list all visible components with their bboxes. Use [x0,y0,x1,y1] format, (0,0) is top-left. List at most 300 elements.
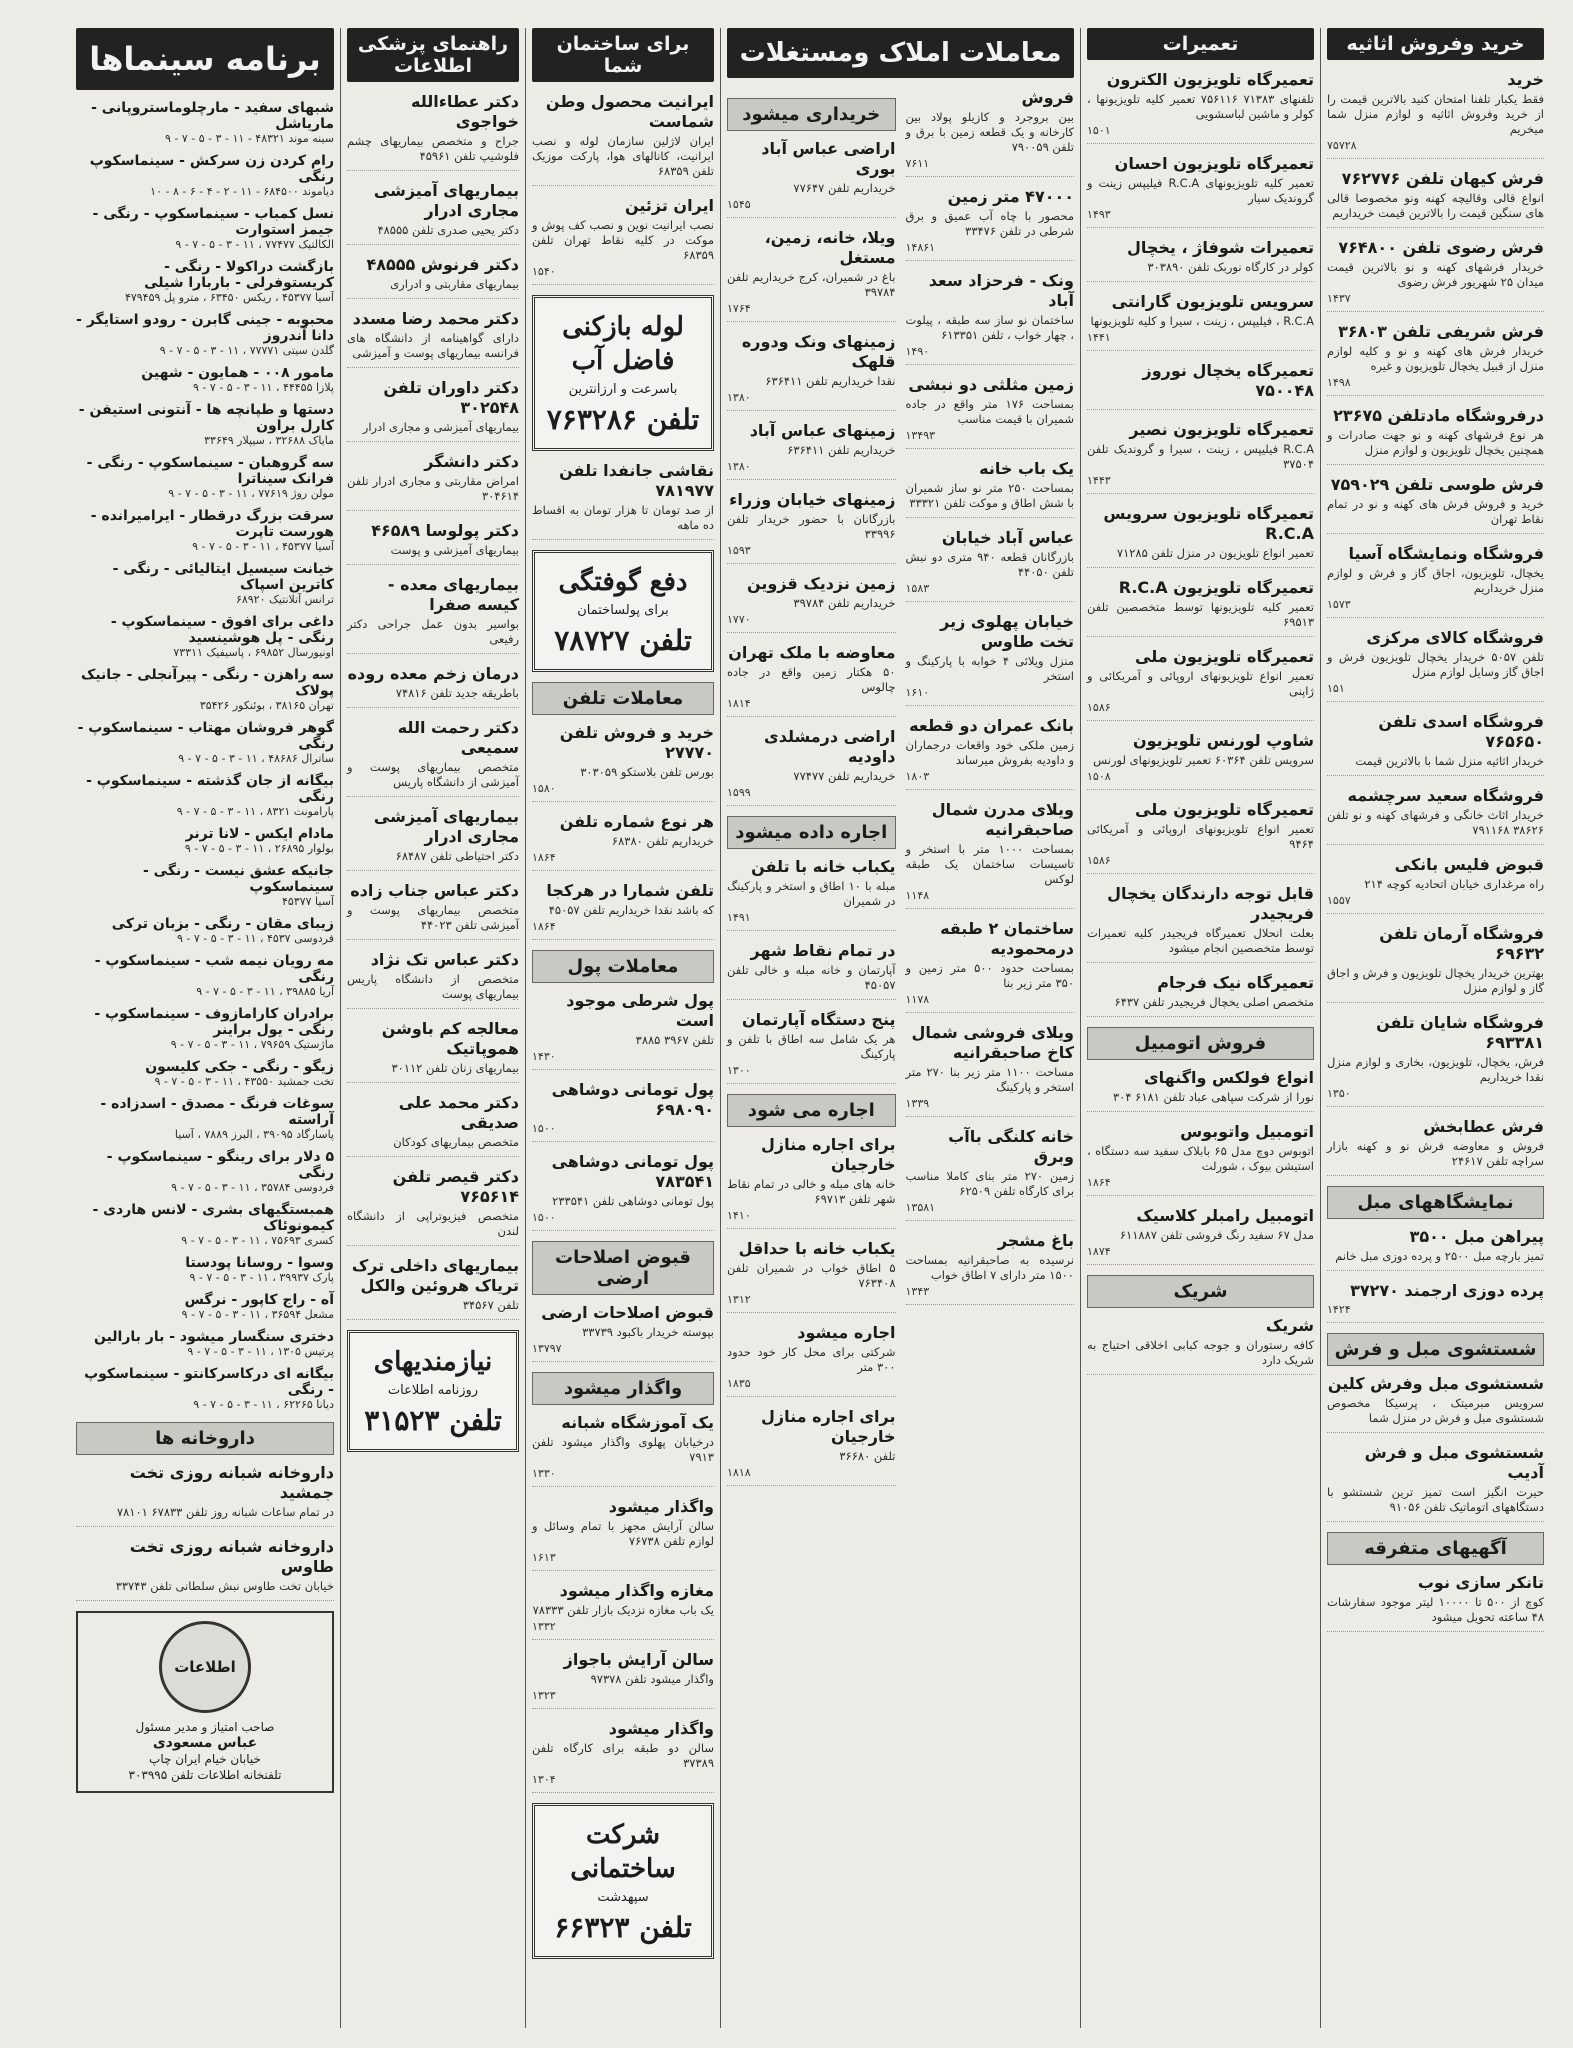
ad-body: انواع قالی وقالیچه کهنه ونو مخصوصا قالی های سنگین قیمت را بالاترین قیمت خریداریم [1327,191,1544,220]
section-header-buying: خریداری میشود [727,98,896,131]
film-title: مامور ۰۰۸ - همایون - شهین [141,365,334,381]
film-title: ۵ دلار برای رینگو - سینماسکوپ - رنگی [106,1149,334,1181]
film-title: آه - راج کاپور - نرگس [184,1292,334,1308]
film-title: خیانت سیسیل ایتالیائی - رنگی - کاترین اسپاک [112,561,334,593]
film-showtimes: آسیا ۴۵۳۷۷ ، ریکس ۶۳۴۵۰ ، مترو پل ۴۷۹۴۵۹ [124,291,334,304]
classified-ad [1087,800,1314,874]
ad-title: بیماریهای داخلی ترک تریاک هروئین والکل [351,1256,519,1295]
classified-ad [347,881,519,940]
classified-ad [1327,628,1544,702]
ad-reference-number: ۱۵۹۹ [727,786,751,799]
ad-reference-number: ۱۵۹۳ [727,544,751,557]
ad-reference-number: ۱۳۳۹ [905,1097,930,1110]
film-showtimes: پاسارگاد ۳۹۰۹۵ ، البرز ۷۸۸۹ ، آسیا [174,1128,334,1141]
ad-title: ونک - فرحزاد سعد آباد [928,271,1074,310]
ad-reference-number: ۱۸۶۴ [1087,1176,1111,1189]
ad-reference-number: ۱۶۱۰ [905,686,930,699]
section-header-pharmacies: داروخانه ها [76,1422,334,1455]
section-header-car-sales: فروش اتومبیل [1087,1027,1314,1060]
ad-body: فروش و معاوضه فرش نو و کهنه بازار سراچه تلفن ۲۴۶۱۷ [1327,1139,1544,1168]
classified-ad [347,1093,519,1157]
film-title: زیبای مقان - رنگی - بزبان ترکی [111,916,334,932]
ad-reference-number: ۱۴۲۴ [1327,1303,1351,1316]
ad-body: در تمام ساعات شبانه روز تلفن ۶۷۸۳۳ ۷۸۱۰۱ [116,1505,334,1519]
ad-body: بیماریهای مقاربتی و ادراری [390,277,519,291]
column-cinemas [70,28,340,2028]
ad-body: امراض مقاربتی و مجاری ادرار تلفن ۳۰۴۶۱۴ [347,474,519,503]
ad-title: تعمیرگاه تلویزیون ملی [1135,647,1314,666]
ad-body: تعمیر انواع تلویزیونهای اروپائی و آمریکائی و ژاپنی [1087,669,1314,698]
ad-body: R.C.A فیلیپس ، زینت ، سیرا و گروندیک تلفن ۳۷۵۰۴ [1087,442,1314,471]
land-reform-ads [532,1303,714,1362]
ad-reference-number: ۱۴۹۱ [727,911,751,924]
ad-title: تعمیرات شوفاژ ، یخچال [1126,238,1314,257]
section-header-cinemas: برنامه سینماها [76,28,334,90]
painting-ads [532,461,714,540]
ad-body: بیماریهای آمیزشی و پوست [390,543,519,557]
classified-ad [347,1256,519,1320]
real-estate-rent-wanted-ads [727,1135,896,1486]
ad-reference-number: ۱۵۸۶ [1087,701,1111,714]
ad-title: دکتر پولوسا ۴۶۵۸۹ [371,521,519,540]
ad-reference-number: ۱۳۵۰ [1327,1087,1351,1100]
ad-body: متخصص از دانشگاه پاریس بیماریهای پوست [347,972,519,1001]
ad-body: متخصص بیماریهای کودکان [393,1135,519,1149]
cinema-listings [76,100,334,1412]
classified-ad [906,459,1075,518]
ad-title: سالن آرایش باجواز [563,1650,714,1669]
ad-reference-number: ۱۱۴۸ [905,889,930,902]
ad-title: سرویس تلویزیون گارانتی [1111,292,1314,311]
ad-body: فرش، یخچال، تلویزیون، بخاری و لوازم منزل نقدا خریداریم [1327,1055,1544,1084]
ad-title: دکتر عباس جناب زاده [350,881,519,900]
ad-title: پنج دستگاه آپارتمان [741,1010,896,1029]
ad-body: راه مرغداری خیابان اتحادیه کوچه ۲۱۴ [1364,877,1544,891]
classified-ad [906,88,1075,177]
film-title: وسوا - روسانا پودستا [185,1255,334,1271]
ad-title: دکتر فرنوش ۴۸۵۵۵ [366,255,519,274]
classified-ad [727,228,896,322]
ad-title: شاوپ لورنس تلویزیون [1132,731,1314,750]
ad-body: واگذار میشود تلفن ۹۷۳۷۸ [590,1672,714,1686]
ad-body: آپارتمان و خانه مبله و خالی تلفن ۴۵۰۵۷ [727,963,896,992]
ad-reference-number: ۱۵۵۷ [1327,894,1351,907]
classified-ad [727,1239,896,1313]
ad-title: خیابان پهلوی زیر تخت طاوس [940,612,1074,651]
money-trade-ads [532,991,714,1231]
cinema-listing [76,561,334,607]
classified-ad [906,919,1075,1013]
ad-body: خریداریم تلفن ۷۷۶۴۷ [793,181,896,195]
column-used-goods [1320,28,1550,2028]
real-estate-rent-out-ads [727,857,896,1084]
classified-ad [347,1167,519,1246]
ad-body: متخصص فیزیوتراپی از دانشگاه لندن [347,1209,519,1238]
ad-title: پول شرطی موجود است [566,991,714,1030]
ad-body: بواسیر بدون عمل جراحی دکتر رفیعی [347,617,519,646]
misc-ads [1327,1573,1544,1632]
classified-ad [347,575,519,654]
film-showtimes: فردوسی ۳۵۷۸۴ ، ۱۱ - ۳ - ۵ - ۷ - ۹ [171,1181,334,1194]
ad-body: حیرت انگیز است تمیز ترین شستشو با دستگاههای اتوماتیک تلفن ۹۱۰۵۶ [1327,1485,1544,1514]
ad-body: خریدار فرش های کهنه و نو و کلیه لوازم منزل از قبیل یخچال تلویزیون و غیره [1327,344,1544,373]
film-showtimes: آسیا ۴۵۳۷۷ ، ۱۱ - ۳ - ۵ - ۷ - ۹ [192,540,334,553]
classified-ad [347,309,519,368]
column-medical [340,28,525,2028]
ad-title: قبوض اصلاحات ارضی [541,1303,714,1322]
ad-body: تعمیر انواع تلویزیون در منزل تلفن ۷۱۲۸۵ [1116,546,1314,560]
ad-body: بمساحت حدود ۵۰۰ متر زمین و ۳۵۰ متر زیر بنا [905,961,1074,990]
cinema-listing [76,916,334,946]
classified-ad [347,950,519,1009]
ad-title: در تمام نقاط شهر [750,941,896,960]
ad-body: بیماریهای آمیزشی و مجاری ادرار [362,420,519,434]
classified-ad [347,718,519,797]
classified-ad [906,271,1075,365]
classified-ad [727,1323,896,1397]
ad-title: تعمیرگاه تلویزیون R.C.A [1118,578,1314,597]
classified-ad [1327,1281,1544,1323]
partner-ads [1087,1316,1314,1375]
classified-ad [906,1127,1075,1221]
film-showtimes: پارک ۳۹۹۳۷ ، ۱۱ - ۳ - ۵ - ۷ - ۹ [189,1271,334,1284]
ad-body: سالن آرایش مجهز با تمام وسائل و لوازم تلفن ۷۶۷۳۸ [532,1519,714,1548]
ad-body: زمین ملکی خود واقعات درجماران و داودیه بفروش میرساند [905,738,1074,767]
ad-reference-number: ۱۳۵۸۱ [905,1201,936,1214]
real-estate-sale-ads [906,88,1075,1305]
classified-ad [906,375,1075,449]
film-title: برادران کارامازوف - سینماسکوپ - رنگی - یول براینر [94,1006,334,1038]
classified-ad [727,1010,896,1084]
ad-reference-number: ۱۸۳۵ [727,1377,751,1390]
ad-reference-number: ۱۳۴۳ [905,1285,930,1298]
ad-body: ساختمان نو ساز سه طبقه ، پیلوت ، چهار خواب ، تلفن ۶۱۳۳۵۱ [905,313,1074,342]
ad-title: فروشگاه ونمایشگاه آسیا [1348,544,1544,563]
ad-title: نقاشی جانفدا تلفن ۷۸۱۹۷۷ [559,461,714,500]
ad-reference-number: ۱۳۳۲ [532,1620,556,1633]
film-title: مه رویان نیمه شب - سینماسکوپ - رنگی [94,953,334,985]
ad-body: خانه های مبله و خالی در تمام نقاط شهر تلفن ۶۹۷۱۳ [727,1177,896,1206]
ad-title: فروش [1021,88,1074,107]
ad-title: باغ مشجر [997,1231,1074,1250]
cinema-listing [76,100,334,146]
ad-body: یک باب مغازه نزدیک بازار تلفن ۷۸۳۳۳ [532,1603,714,1617]
film-showtimes: اونیورسال ۶۹۸۵۲ ، پاسیفیک ۷۳۳۱۱ [173,646,334,659]
classified-ad [76,1463,334,1527]
classified-ad [727,1135,896,1229]
column-repairs [1080,28,1320,2028]
classified-ad [906,612,1075,706]
classified-ad [906,800,1075,909]
ad-body: دارای گواهینامه از دانشگاه های فرانسه بیماریهای پوست و آمیزشی [347,331,519,360]
ad-title: واگذار میشود [608,1719,714,1738]
classified-ad [727,727,896,806]
ad-body: مدل ۶۷ سفید رنگ فروشی تلفن ۶۱۱۸۸۷ [1119,1228,1314,1242]
ad-title: مغازه واگذار میشود [559,1581,714,1600]
section-header-medical: راهنمای پزشکی اطلاعات [347,28,519,82]
film-title: گوهر فروشان مهتاب - سینماسکوپ - رنگی [77,720,334,752]
transfer-ads [532,1413,714,1793]
classified-ad [1087,420,1314,494]
classified-ad [1087,578,1314,637]
ad-body: باطریقه جدید تلفن ۷۴۸۱۶ [395,686,519,700]
boxed-ad-drain-cleaning: لوله بازکنی فاضل آب باسرعت و ارزانترین تلفن ۷۶۳۲۸۶ [532,295,714,451]
ad-body: خریدار فرشهای کهنه و نو بالاترین قیمت میدان ۲۵ شهریور فرش رضوی [1327,260,1544,289]
ad-title: فروشگاه شایان تلفن ۶۹۳۳۸۱ [1376,1013,1544,1052]
classified-ad [532,1413,714,1487]
classified-ad [1087,1206,1314,1265]
ad-body: خریداریم تلفن ۷۷۴۷۷ [793,769,896,783]
ad-reference-number: ۱۴۹۳ [1087,208,1111,221]
ad-title: تعمیرگاه تلویزیون سرویس R.C.A [1103,504,1314,543]
classified-ad [727,332,896,411]
film-title: بیگانه از جان گذشته - سینماسکوپ - رنگی [86,773,334,805]
ad-title: ویلا، خانه، زمین، مستغل [764,228,896,267]
real-estate-buy-ads [727,139,896,806]
section-header-for-rent: اجاره داده میشود [727,816,896,849]
ad-title: زمینهای خیابان وزراء [729,490,896,509]
ad-title: تعمیرگاه تلویزیون الکترون [1106,70,1314,89]
ad-reference-number: ۱۸۰۳ [905,770,930,783]
classified-ad [1087,292,1314,351]
film-title: محبوبه - جینی گابرن - رودو استایگر - دانا آندروز [76,312,334,344]
classified-ad [1327,1374,1544,1433]
ad-reference-number: ۱۱۷۸ [905,993,930,1006]
real-estate-subcolumn-right [906,88,1075,1496]
classified-ad [532,1152,714,1231]
ad-reference-number: ۱۳۸۰ [727,391,751,404]
classified-ad [532,723,714,802]
cinema-listing [76,206,334,252]
ad-title: درمان زخم معده روده [347,664,519,683]
section-header-wanted-rent: اجاره می شود [727,1094,896,1127]
ad-body: هر نوع فرشهای کهنه و نو جهت صادرات و همچنین یخچال تلویزیون و لوازم منزل [1327,428,1544,457]
cinema-listing [76,720,334,766]
column-real-estate [720,28,1080,2028]
ad-body: جراح و متخصص بیماریهای چشم فلوشیپ تلفن ۴۵۹۶۱ [347,134,519,163]
ad-body: نورا از شرکت سپاهی عباد تلفن ۶۱۸۱ ۳۰۴ [1112,1090,1314,1104]
ad-body: خریداریم تلفن ۶۳۶۴۱۱ [787,443,896,457]
film-title: دستها و طپانچه ها - آنتونی استیفن - کارل براون [78,402,334,434]
ad-reference-number: ۱۳۱۲ [727,1293,751,1306]
ad-title: معاوضه با ملک تهران [728,643,896,662]
classified-ad [727,421,896,480]
ad-body: متخصص اصلی یخچال فریجیدر تلفن ۶۴۳۷ [1114,995,1314,1009]
classified-ad [347,452,519,511]
ad-title: خرید [1507,70,1544,89]
ad-body: کافه رستوران و جوجه کبابی اخلاقی احتیاج به شریک دارد [1087,1338,1314,1367]
phone-trade-ads [532,723,714,940]
ad-title: زمینهای عباس آباد [749,421,896,440]
film-title: داغی برای افوق - سینماسکوپ - رنگی - پل هوشینسید [110,614,334,646]
section-header-transfer: واگذار میشود [532,1372,714,1405]
ad-title: فرش شریفی تلفن ۳۶۸۰۳ [1338,322,1544,341]
film-showtimes: ترانس آتلانتیک ۶۸۹۲۰ [235,593,334,606]
ad-title: فرش عطابخش [1423,1117,1544,1136]
ad-title: خانه کلنگی باآب وبرق [948,1127,1074,1166]
classified-ad [532,1719,714,1793]
cinema-listing [76,402,334,448]
classified-ad [1087,884,1314,963]
ad-body: بین بروجرد و کازیلو پولاد بین کارخانه و یک قطعه زمین با برق و تلفن ۷۹۰۰۵۹ [905,110,1074,154]
film-showtimes: ساترال ۴۸۶۸۶ ، ۱۱ - ۳ - ۵ - ۷ - ۹ [178,752,334,765]
film-showtimes: تخت جمشید ۴۳۵۵۰ ، ۱۱ - ۳ - ۵ - ۷ - ۹ [154,1075,334,1088]
cinema-listing [76,1006,334,1052]
section-header-furniture-exhibits: نمایشگاههای مبل [1327,1186,1544,1219]
classified-ad [532,1650,714,1709]
ad-body: پول تومانی دوشاهی تلفن ۲۳۳۵۴۱ [552,1194,714,1208]
cinema-listing [76,614,334,660]
ad-body: بپوسته خریدار باکبود ۳۳۷۳۹ [582,1325,714,1339]
ad-title: دکتر رحمت الله سمیعی [397,718,519,757]
ad-title: ایران تزئین [624,196,714,215]
classified-ad [1327,786,1544,845]
ad-title: اراضی عباس آباد بوری [761,139,896,178]
repair-ads [1087,70,1314,1017]
ad-title: زمین مثلثی دو نبشی [908,375,1074,394]
ad-title: اراضی درمشلدی داودیه [764,727,896,766]
classified-ad [532,1303,714,1362]
ad-body: تلفن ۳۴۵۶۷ [462,1298,519,1312]
ad-reference-number: ۱۴۹۸ [1327,376,1351,389]
ad-reference-number: ۱۴۳۷ [1327,292,1351,305]
classified-ad [532,1581,714,1640]
ad-body: درخیابان پهلوی واگذار میشود تلفن ۷۹۱۳ [532,1435,714,1464]
ad-body: یخچال، تلویزیون، اجاق گاز و فرش و لوازم منزل خریداریم [1327,566,1544,595]
classified-ad [1087,504,1314,568]
classified-ad [727,1407,896,1486]
classified-ad [76,1537,334,1601]
ad-reference-number: ۱۶۱۳ [532,1551,556,1564]
ad-body: هر یک شامل سه اطاق با تلفن و پارکینگ [727,1032,896,1061]
ad-body: ایران لاژلین سازمان لوله و نصب ایرانیت، کانالهای هوا، پارکت موزیک تلفن ۶۸۳۵۹ [532,134,714,178]
classified-ad [1327,1573,1544,1632]
film-title: بازگشت دراکولا - رنگی - کریستوفرلی - باربارا شیلی [144,259,334,291]
classified-ad [1327,238,1544,312]
ad-body: سرویس مبرمیتک ، پرسیکا مخصوص شستشوی مبل و فرش در منزل شما [1327,1396,1544,1425]
ad-title: ساختمان ۲ طبقه درمحمودیه [940,919,1074,958]
ad-title: تانکر سازی نوب [1417,1573,1544,1592]
ad-body: تعمیر انواع تلویزیونهای اروپائی و آمریکائی ۹۴۶۴ [1087,822,1314,851]
ad-body: ۵۰ هکتار زمین واقع در جاده چالوس [727,665,896,694]
section-header-repairs: تعمیرات [1087,28,1314,60]
cinema-listing [76,863,334,909]
ad-title: تعمیرگاه یخچال نوروز ۷۵۰۰۴۸ [1142,361,1314,400]
building-ads [532,92,714,285]
ad-title: شستشوی مبل وفرش کلین [1327,1374,1544,1393]
cinema-listing [76,1292,334,1322]
ad-body: R.C.A ، فیلیپس ، زینت ، سیرا و کلیه تلویزیونها [1090,314,1314,328]
classified-ad [1327,406,1544,465]
ad-title: واگذار میشود [608,1497,714,1516]
classified-ad [347,1019,519,1083]
ad-body: فقط یکبار تلفنا امتحان کنید بالاترین قیمت را از خرید وفروش اثاثیه و لوازم منزل شما میخریم [1327,92,1544,136]
classified-ad [1327,855,1544,914]
classified-ad [347,92,519,171]
section-header-misc: آگهیهای متفرقه [1327,1532,1544,1565]
ad-title: بانک عمران دو قطعه [909,716,1074,735]
ad-title: پول تومانی دوشاهی ۶۹۸۰۹۰ [551,1080,714,1119]
ad-body: شرکتی برای محل کار خود حدود ۳۰۰ متر [727,1345,896,1374]
newspaper-classifieds-page [70,28,1550,2028]
film-title: همبستگیهای بشری - لانس هاردی - کیمونوئاک [92,1202,334,1234]
ad-body: که باشد نقدا خریداریم تلفن ۴۵۰۵۷ [548,903,714,917]
classified-ad [347,378,519,442]
film-showtimes: گلدن سیتی ۷۷۷۷۱ ، ۱۱ - ۳ - ۵ - ۷ - ۹ [159,344,334,357]
ad-title: عباس آباد خیابان [941,528,1074,547]
ad-reference-number: ۱۸۶۴ [532,920,556,933]
ad-reference-number: ۱۴۴۳ [1087,474,1111,487]
classified-ad [532,196,714,285]
ad-title: درفروشگاه مادتلفن ۲۳۶۷۵ [1333,406,1544,425]
ad-body: تلفن ۳۹۶۷ ۳۸۸۵ [635,1033,714,1047]
ad-body: باغ در شمیران، کرج خریداریم تلفن ۳۹۷۸۴ [727,270,896,299]
ad-title: داروخانه شبانه روزی تخت جمشید [129,1463,334,1502]
ad-reference-number: ۱۸۶۴ [532,851,556,864]
ad-body: سالن دو طبقه برای کارگاه تلفن ۳۷۳۸۹ [532,1741,714,1770]
ad-reference-number: ۱۴۳۰ [532,1050,556,1063]
classified-ad [1327,475,1544,534]
classified-ad [532,881,714,940]
classified-ad [1327,70,1544,159]
film-showtimes: تهران ۳۸۱۶۵ ، بوئنکور ۳۵۴۲۶ [199,699,334,712]
section-header-phone-trades: معاملات تلفن [532,682,714,715]
cinema-listing [76,1202,334,1248]
ad-reference-number: ۱۴۴۱ [1087,331,1111,344]
classified-ad [532,1080,714,1142]
ad-title: فروشگاه آرمان تلفن ۶۹۶۳۲ [1379,924,1544,963]
film-title: نسل کمباب - سینماسکوپ - رنگی - جیمز استوارت [92,206,334,238]
ad-reference-number: ۱۵۴۰ [532,265,556,278]
ad-body: بازرگانان قطعه ۹۴۰ متری دو نبش تلفن ۴۴۰۵۰ [905,550,1074,579]
ad-body: سرویس تلفن ۶۰۳۶۴ تعمیر تلویزیونهای لورنس [1093,753,1314,767]
ad-reference-number: ۱۵۷۳ [1327,598,1351,611]
ad-title: هر نوع شماره تلفن [559,812,714,831]
ad-reference-number: ۱۳۳۰ [532,1467,556,1480]
ad-body: خریدار اثاث خانگی و فرشهای کهنه و نو تلفن ۳۸۶۲۶ ۷۹۱۱۶۸ [1327,808,1544,837]
classified-ad [532,92,714,186]
ettelaat-seal-icon: اطلاعات [159,1621,251,1713]
ad-body: دکتر یحیی صدری تلفن ۴۸۵۵۵ [377,223,519,237]
ad-reference-number: ۱۵۰۰ [532,1122,556,1135]
ad-body: زمین ۲۷۰ متر بنای کاملا مناسب برای کارگاه تلفن ۶۲۵۰۹ [905,1169,1074,1198]
ad-title: معالجه کم باوشن هموپاتیک [381,1019,519,1058]
ad-title: برای اجاره منازل خارجیان [761,1407,896,1446]
film-showtimes: پرتیس ۱۳۰۵ ، ۱۱ - ۳ - ۵ - ۷ - ۹ [187,1345,334,1358]
classified-ad [727,941,896,1000]
boxed-ad-construction-company: شرکت ساختمانی سپهدشت تلفن ۶۶۳۲۳ [532,1803,714,1959]
ad-title: ۴۷۰۰۰ متر زمین [947,187,1074,206]
cinema-listing [76,1149,334,1195]
film-showtimes: فردوسی ۴۵۳۷ ، ۱۱ - ۳ - ۵ - ۷ - ۹ [177,932,334,945]
film-title: مادام ایکس - لانا ترنر [185,826,334,842]
real-estate-subcolumns [727,88,1074,1496]
classified-ad [1327,1013,1544,1107]
ad-body: از صد تومان تا هزار تومان به اقساط ده ماهه [532,503,714,532]
classified-ad [1087,731,1314,790]
newspaper-imprint: اطلاعات صاحب امتیاز و مدیر مسئول عباس مسعودی خیابان خیام ایران چاپ تلفنخانه اطلاعات تلفن ۳۰۳۹۹۵ [76,1611,334,1793]
ad-body: خریداریم تلفن ۳۹۷۸۴ [793,596,896,610]
ad-body: بمساحت ۲۵۰ متر نو ساز شمیران با شش اطاق و موکت تلفن ۳۳۳۲۱ [905,481,1074,510]
ad-reference-number: ۱۸۱۴ [727,697,751,710]
furniture-exhibit-ads [1327,1227,1544,1323]
ad-title: برای اجاره منازل خارجیان [761,1135,896,1174]
film-title: جانیکه عشق نیست - رنگی - سینماسکوپ [142,863,334,895]
classified-ad [906,716,1075,790]
ad-body: خریداریم تلفن ۶۸۳۸۰ [611,834,714,848]
ad-title: یک باب خانه [979,459,1074,478]
ad-title: دکتر داوران تلفن ۳۰۲۵۴۸ [383,378,519,417]
